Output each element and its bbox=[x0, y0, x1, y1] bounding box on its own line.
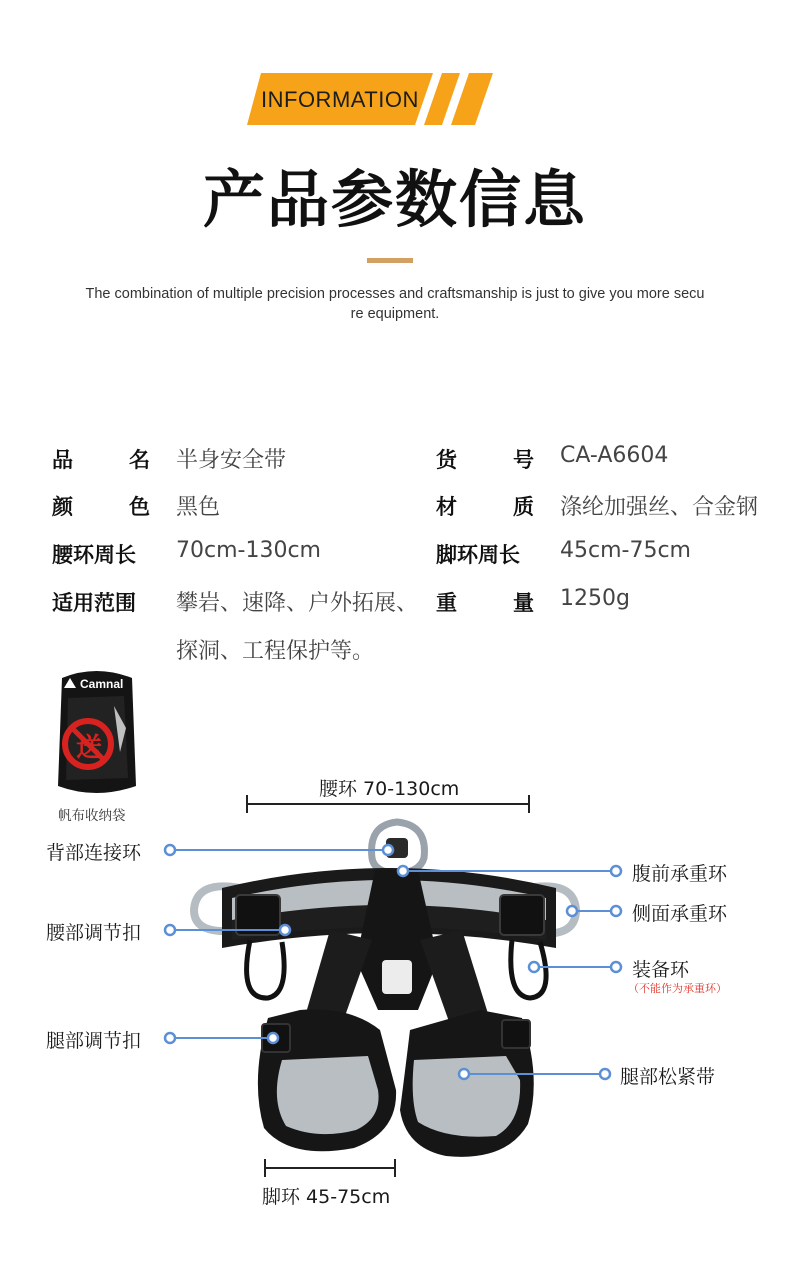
spec-weight-label: 重 量 bbox=[436, 591, 534, 615]
dot-side-ring-target bbox=[567, 906, 577, 916]
waist-dimension-label: 腰环 70-130cm bbox=[319, 778, 460, 800]
dot-back-ring-label bbox=[165, 845, 175, 855]
page-title: 产品参数信息 bbox=[202, 163, 587, 236]
callout-side-ring: 侧面承重环 bbox=[632, 903, 728, 925]
dot-gear-loop-target bbox=[529, 962, 539, 972]
callout-leg-buckle: 腿部调节扣 bbox=[46, 1030, 142, 1052]
dot-leg-strap-label bbox=[600, 1069, 610, 1079]
gift-stamp: 送 bbox=[76, 733, 103, 763]
spec-leg-label: 脚环周长 bbox=[436, 543, 520, 567]
dot-leg-strap-target bbox=[459, 1069, 469, 1079]
spec-weight-value: 1250g bbox=[560, 586, 630, 611]
leg-dimension-label: 脚环 45-75cm bbox=[262, 1186, 391, 1208]
callout-gear-loop: 装备环 bbox=[632, 959, 690, 981]
bag-brand: Camnal bbox=[80, 677, 124, 691]
callout-back-ring: 背部连接环 bbox=[46, 842, 142, 864]
harness-image bbox=[194, 822, 576, 1157]
spec-sku-value: CA-A6604 bbox=[560, 443, 669, 468]
dot-leg-buckle-label bbox=[165, 1033, 175, 1043]
dot-front-ring-target bbox=[398, 866, 408, 876]
dot-waist-buckle-target bbox=[280, 925, 290, 935]
spec-waist-label: 腰环周长 bbox=[52, 543, 136, 567]
callout-front-ring: 腹前承重环 bbox=[632, 863, 728, 885]
spec-usage-value-line2: 探洞、工程保护等。 bbox=[176, 639, 375, 664]
spec-sku-label: 货 号 bbox=[436, 448, 534, 472]
spec-material-label: 材 质 bbox=[436, 495, 534, 519]
dot-gear-loop-label bbox=[611, 962, 621, 972]
spec-usage-value-line1: 攀岩、速降、户外拓展、 bbox=[176, 591, 419, 616]
dot-back-ring-target bbox=[383, 845, 393, 855]
leg-dimension-bracket bbox=[265, 1159, 395, 1177]
spec-name-label: 品 名 bbox=[52, 448, 150, 472]
spec-color-value: 黑色 bbox=[176, 495, 221, 520]
spec-color-label: 颜 色 bbox=[52, 495, 150, 519]
callout-gear-loop-note: （不能作为承重环） bbox=[628, 982, 727, 995]
dot-waist-buckle-label bbox=[165, 925, 175, 935]
spec-name-value: 半身安全带 bbox=[176, 448, 287, 473]
page-subtitle: The combination of multiple precision processes and craftsmanship is just to give you more secure equipment. bbox=[85, 286, 705, 322]
dot-side-ring-label bbox=[611, 906, 621, 916]
spec-material-value: 涤纶加强丝、合金钢 bbox=[560, 495, 759, 520]
spec-usage-label: 适用范围 bbox=[52, 591, 136, 615]
callout-waist-buckle: 腰部调节扣 bbox=[46, 922, 142, 944]
banner-label: INFORMATION bbox=[261, 87, 419, 112]
callout-leg-strap: 腿部松紧带 bbox=[620, 1066, 716, 1088]
dot-front-ring-label bbox=[611, 866, 621, 876]
spec-leg-value: 45cm-75cm bbox=[560, 538, 691, 563]
dot-leg-buckle-target bbox=[268, 1033, 278, 1043]
bag-caption: 帆布收纳袋 bbox=[58, 808, 126, 824]
spec-waist-value: 70cm-130cm bbox=[176, 538, 321, 563]
